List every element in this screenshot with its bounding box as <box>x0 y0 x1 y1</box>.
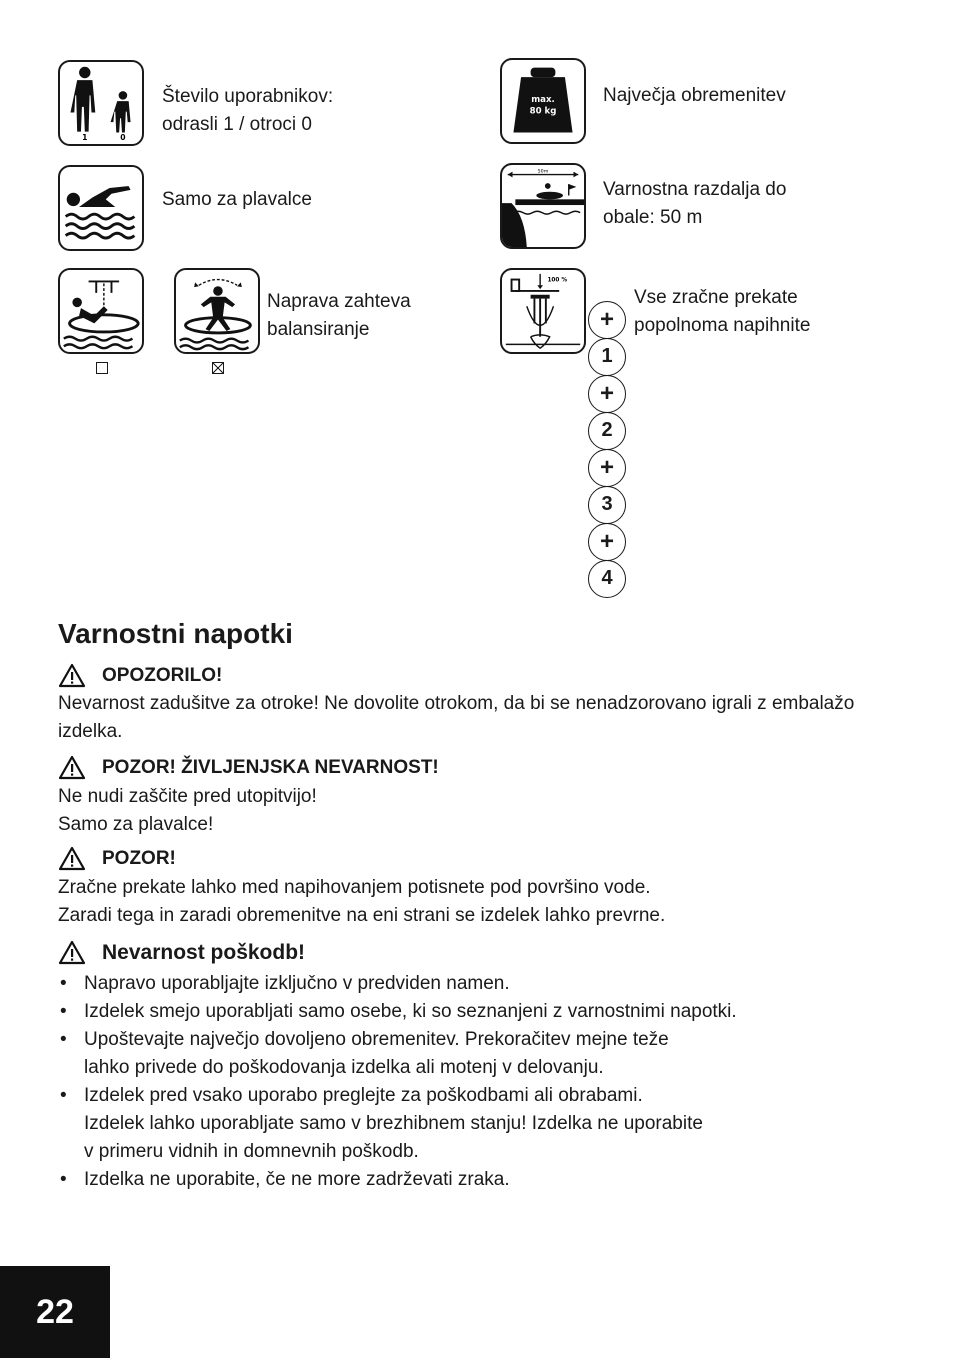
inflate-icon <box>500 268 586 354</box>
weight-line2: 80 kg <box>529 106 557 117</box>
inflate-percent: 100 % <box>547 277 568 284</box>
child-count: 0 <box>120 133 126 143</box>
step-2: 2 <box>588 412 626 450</box>
warning-heading-3 <box>58 846 176 871</box>
warning-text-2b: Samo za plavalce! <box>58 814 214 835</box>
warning-text-3a: Zračne prekate lahko med napihovanjem potisnete pod površino vode. <box>58 877 651 898</box>
distance-marker: 50m <box>537 169 549 175</box>
swimmers-label: Samo za plavalce <box>162 189 312 210</box>
step-3: 3 <box>588 486 626 524</box>
injury-bullet-list <box>58 970 858 1194</box>
list-item: • Izdelek smejo uporabljati samo osebe, ki so seznanjeni z varnostnimi napotki. <box>58 998 858 1026</box>
step-plus-3: + <box>588 449 626 487</box>
warning-heading-1 <box>58 663 222 688</box>
warning-title-1: OPOZORILO! <box>102 664 223 686</box>
step-4: 4 <box>588 560 626 598</box>
weight-line1: max. <box>531 94 555 105</box>
warning-text-2a: Ne nudi zaščite pred utopitvijo! <box>58 786 317 807</box>
list-item: • Upoštevajte največjo dovoljeno obremenitev. Prekoračitev mejne teže lahko privede do poškodovanja izdelka ali motenj v delovanju. <box>58 1026 858 1082</box>
max-load-label: Največja obremenitev <box>603 85 786 106</box>
warning-title-4: Nevarnost poškodb! <box>102 940 306 964</box>
adult-count: 1 <box>82 133 88 143</box>
weight-icon <box>500 58 586 144</box>
step-plus-4: + <box>588 523 626 561</box>
warning-triangle-icon <box>58 846 86 871</box>
balance-label: Naprava zahteva balansiranje <box>267 291 411 340</box>
inflate-label: Vse zračne prekate popolnoma napihnite <box>634 287 811 336</box>
users-label: Število uporabnikov: odrasli 1 / otroci 0 <box>162 86 334 135</box>
warning-title-2: POZOR! ŽIVLJENJSKA NEVARNOST! <box>102 756 439 778</box>
step-plus-1: + <box>588 301 626 339</box>
sitting-balance-icon <box>174 268 260 354</box>
lying-checkbox <box>96 362 108 374</box>
section-title: Varnostni napotki <box>58 618 293 649</box>
warning-title-3: POZOR! <box>102 847 176 869</box>
step-1: 1 <box>588 338 626 376</box>
step-plus-2: + <box>588 375 626 413</box>
warning-heading-4 <box>58 940 305 965</box>
distance-label: Varnostna razdalja do obale: 50 m <box>603 179 787 228</box>
list-item: • Izdelek pred vsako uporabo preglejte za poškodbami ali obrabami. Izdelek lahko uporabljate samo v brezhibnem stanju! Izdelka ne uporabite v primeru vidnih in domnevnih poškodb. <box>58 1082 858 1166</box>
warning-triangle-icon <box>58 755 86 780</box>
list-item: • Izdelka ne uporabite, če ne more zadrževati zraka. <box>58 1166 858 1194</box>
warning-heading-2 <box>58 755 439 780</box>
sitting-checkbox-checked <box>212 362 224 374</box>
warning-text-1: Nevarnost zadušitve za otroke! Ne dovolite otrokom, da bi se nenadzorovano igrali z embalažo izdelka. <box>58 693 855 742</box>
warning-text-3b: Zaradi tega in zaradi obremenitve na eni strani se izdelek lahko prevrne. <box>58 905 666 926</box>
warning-triangle-icon <box>58 940 86 965</box>
page-number: 22 <box>0 1266 110 1358</box>
warning-triangle-icon <box>58 663 86 688</box>
lying-balance-icon <box>58 268 144 354</box>
list-item: • Napravo uporabljajte izključno v predviden namen. <box>58 970 858 998</box>
shore-distance-icon <box>500 163 586 249</box>
users-icon <box>58 60 144 146</box>
swimmer-icon <box>58 165 144 251</box>
